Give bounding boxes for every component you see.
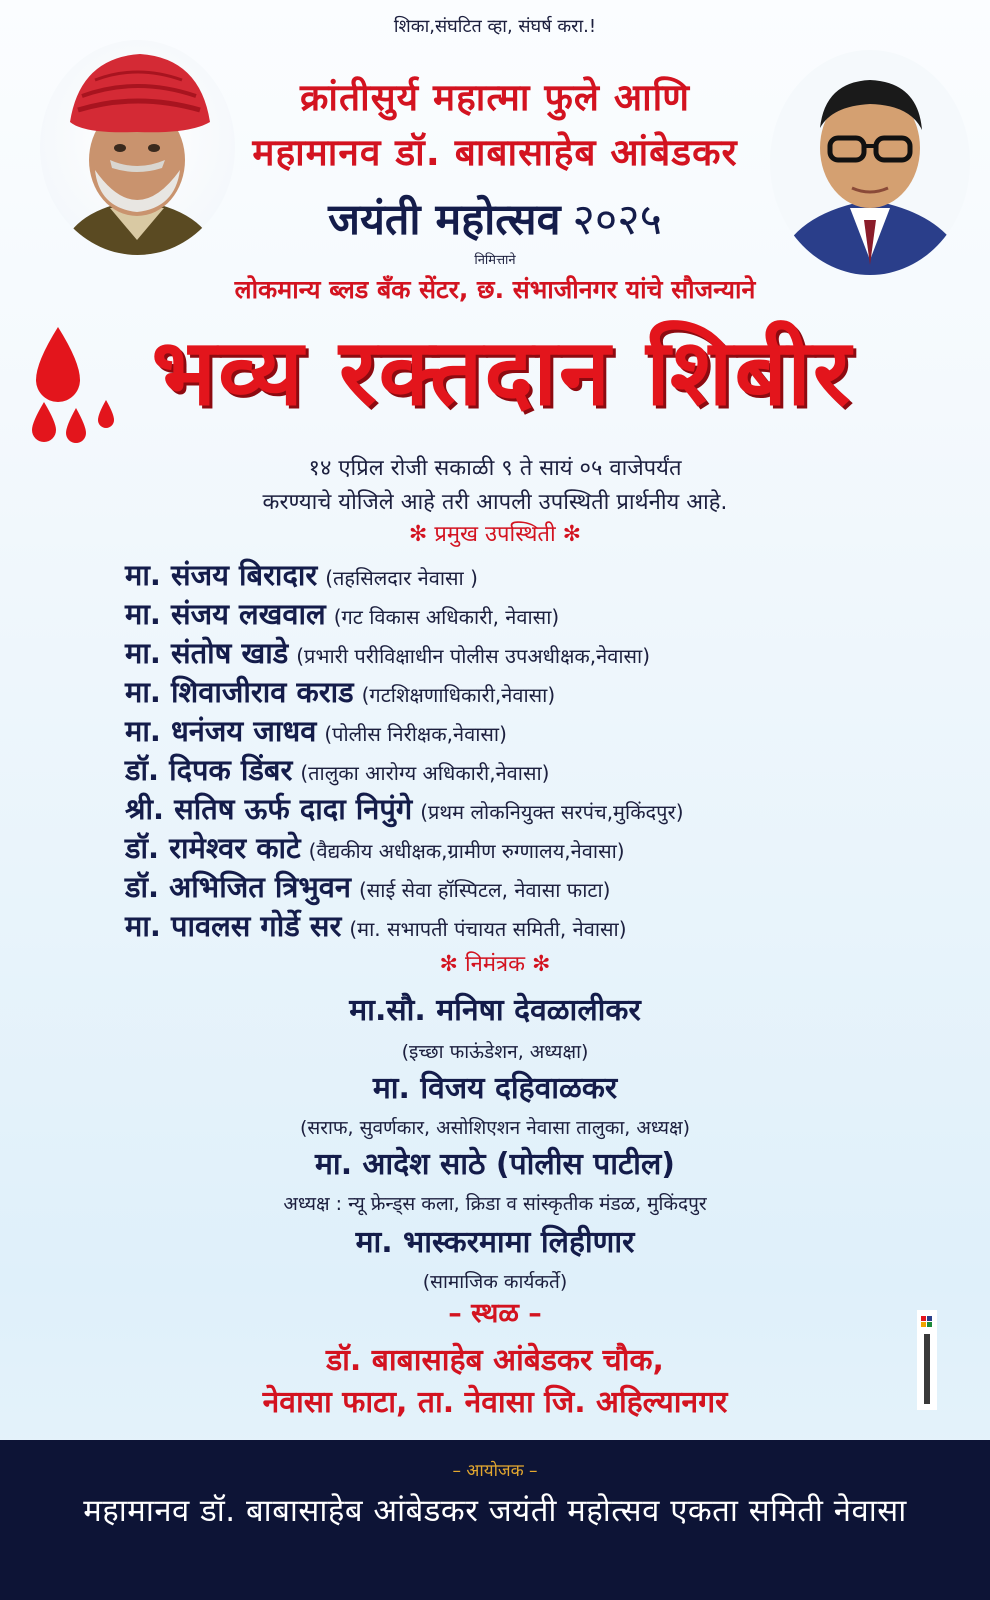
guest-role: (पोलीस निरीक्षक,नेवासा)	[324, 722, 507, 746]
guest-list	[125, 556, 945, 946]
info-line-1: १४ एप्रिल रोजी सकाळी ९ ते सायं ०५ वाजेपर्यंत	[308, 456, 682, 481]
guest-name: श्री. सतिष ऊर्फ दादा निपुंगे	[125, 792, 413, 826]
nimittane-text: निमित्ताने	[474, 253, 516, 268]
info-line-2: करण्याचे योजिले आहे तरी आपली उपस्थिती प्रार्थनीय आहे.	[262, 490, 728, 515]
list-item	[125, 751, 945, 790]
guest-role: (साई सेवा हॉस्पिटल, नेवासा फाटा)	[358, 878, 611, 902]
place-heading: – स्थळ –	[448, 1298, 542, 1329]
guest-role: (मा. सभापती पंचायत समिती, नेवासा)	[349, 917, 627, 941]
place-line-2: नेवासा फाटा, ता. नेवासा जि. अहिल्यानगर	[262, 1385, 728, 1420]
organizer-label-text: आयोजक	[466, 1461, 524, 1481]
asterisk-icon: ✻	[562, 522, 582, 547]
guest-name: मा. संजय लखवाल	[125, 597, 326, 631]
guest-role: (प्रथम लोकनियुक्त सरपंच,मुकिंदपुर)	[420, 800, 684, 824]
list-item	[125, 556, 945, 595]
place-line-1: डॉ. बाबासाहेब आंबेडकर चौक,	[326, 1343, 664, 1378]
guests-heading-label: प्रमुख उपस्थिती	[434, 522, 556, 547]
guest-role: (वैद्यकीय अधीक्षक,ग्रामीण रुग्णालय,नेवासा)	[308, 839, 625, 863]
slogan: शिका,संघटित व्हा, संघर्ष करा.!	[393, 16, 597, 37]
guest-role: (प्रभारी परीविक्षाधीन पोलीस उपअधीक्षक,नेवासा)	[296, 644, 651, 668]
asterisk-icon: ✻	[408, 522, 428, 547]
inviters-heading	[0, 948, 990, 978]
festival-name: जयंती महोत्सव	[328, 195, 561, 245]
list-item	[125, 712, 945, 751]
festival-title	[0, 188, 990, 247]
title-line-1: क्रांतीसुर्य महात्मा फुले आणि	[299, 76, 690, 119]
guest-role: (तहसिलदार नेवासा )	[325, 566, 478, 590]
inviter-name: मा. भास्करमामा लिहीणार	[355, 1225, 635, 1260]
inviter-name: मा. आदेश साठे (पोलीस पाटील)	[314, 1147, 675, 1182]
list-item	[125, 634, 945, 673]
asterisk-icon: ✻	[532, 952, 551, 977]
main-headline: भव्य रक्तदान शिबीर	[151, 319, 853, 426]
inviter-name: मा.सौ. मनिषा देवळालीकर	[349, 993, 641, 1028]
guest-role: (तालुका आरोग्य अधिकारी,नेवासा)	[300, 761, 550, 785]
list-item	[125, 907, 945, 946]
title-line-2: महामानव डॉ. बाबासाहेब आंबेडकर	[252, 131, 738, 174]
guest-name: डॉ. रामेश्वर काटे	[125, 831, 301, 865]
inviters-heading-label: निमंत्रक	[464, 952, 526, 977]
guest-role: (गट विकास अधिकारी, नेवासा)	[333, 605, 560, 629]
list-item	[125, 868, 945, 907]
guest-name: मा. संजय बिरादार	[125, 558, 318, 592]
place-heading-label: स्थळ	[471, 1298, 519, 1329]
inviter-role: (इच्छा फाऊंडेशन, अध्यक्षा)	[401, 1041, 589, 1063]
guest-name: डॉ. दिपक डिंबर	[125, 753, 293, 787]
guest-name: मा. संतोष खाडे	[125, 636, 289, 670]
inviter-role: अध्यक्ष : न्यू फ्रेन्ड्स कला, क्रिडा व सांस्कृतीक मंडळ, मुकिंदपुर	[283, 1193, 707, 1215]
designer-logo	[915, 1310, 939, 1410]
organizer-name: महामानव डॉ. बाबासाहेब आंबेडकर जयंती महोत्सव एकता समिती नेवासा	[83, 1493, 907, 1529]
asterisk-icon: ✻	[439, 952, 458, 977]
festival-year: २०२५	[572, 195, 662, 245]
guest-role: (गटशिक्षणाधिकारी,नेवासा)	[361, 683, 556, 707]
guest-name: मा. पावलस गोर्डे सर	[125, 909, 342, 943]
inviter-role: (सराफ, सुवर्णकार, असोशिएशन नेवासा तालुका, अध्यक्ष)	[299, 1117, 691, 1139]
list-item	[125, 829, 945, 868]
list-item	[125, 790, 945, 829]
inviter-role: (सामाजिक कार्यकर्ते)	[422, 1271, 568, 1293]
inviter-name: मा. विजय दहिवाळकर	[372, 1071, 618, 1106]
organizer-label: – आयोजक –	[452, 1461, 538, 1481]
guest-name: मा. शिवाजीराव कराड	[125, 675, 354, 709]
sponsor-line: लोकमान्य ब्लड बँक सेंटर, छ. संभाजीनगर यांचे सौजन्याने	[234, 275, 756, 304]
list-item	[125, 595, 945, 634]
guest-name: डॉ. अभिजित त्रिभुवन	[125, 870, 351, 904]
list-item	[125, 673, 945, 712]
guest-name: मा. धनंजय जाधव	[125, 714, 317, 748]
guests-heading	[0, 518, 990, 548]
